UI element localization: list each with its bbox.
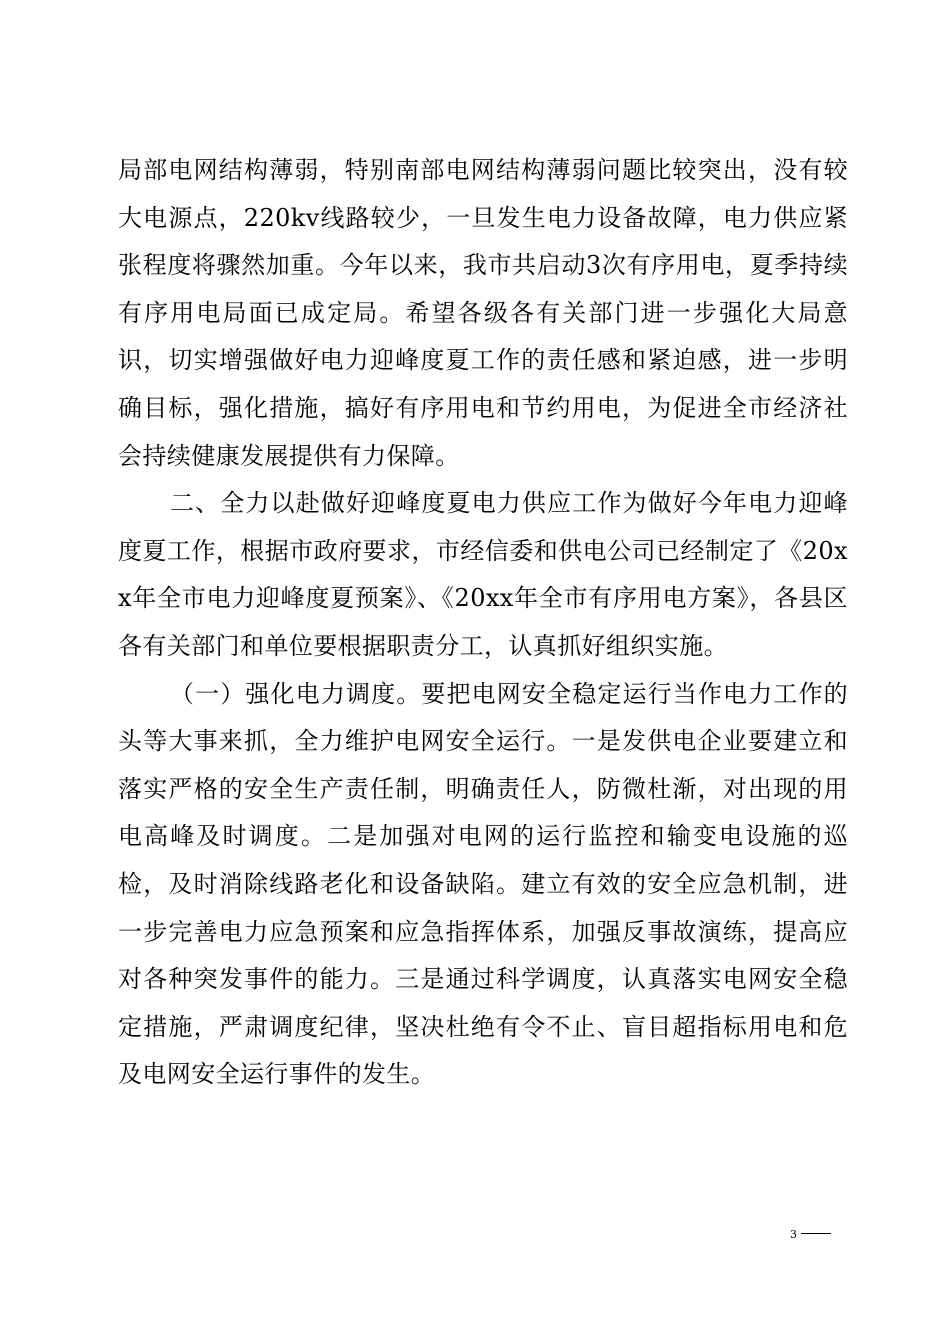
footer-rule bbox=[801, 1233, 831, 1234]
paragraph-section-two: 二、全力以赴做好迎峰度夏电力供应工作为做好今年电力迎峰度夏工作，根据市政府要求，市经信委和供电公司已经制定了《20xx年全市电力迎峰度夏预案》、《20xx年全市有序用电方案》，各县区各有关部门和单位要根据职责分工，认真抓好组织实施。 bbox=[118, 489, 848, 660]
paragraph-subsection-one: （一）强化电力调度。要把电网安全稳定运行当作电力工作的头等大事来抓，全力维护电网安全运行。一是发供电企业要建立和落实严格的安全生产责任制，明确责任人，防微杜渐，对出现的用电高峰及时调度。二是加强对电网的运行监控和输变电设施的巡检，及时消除线路老化和设备缺陷。建立有效的安全应急机制，进一步完善电力应急预案和应急指挥体系，加强反事故演练，提高应对各种突发事件的能力。三是通过科学调度，认真落实电网安全稳定措施，严肃调度纪律，坚决杜绝有令不止、盲目超指标用电和危及电网安全运行事件的发生。 bbox=[118, 679, 848, 1089]
document-body bbox=[118, 147, 848, 1099]
paragraph-continued: 局部电网结构薄弱，特别南部电网结构薄弱问题比较突出，没有较大电源点，220kv线路较少，一旦发生电力设备故障，电力供应紧张程度将骤然加重。今年以来，我市共启动3次有序用电，夏季持续有序用电局面已成定局。希望各级各有关部门进一步强化大局意识，切实增强做好电力迎峰度夏工作的责任感和紧迫感，进一步明确目标，强化措施，搞好有序用电和节约用电，为促进全市经济社会持续健康发展提供有力保障。 bbox=[118, 156, 848, 470]
page-number: 3 bbox=[790, 1228, 797, 1241]
page-footer bbox=[790, 1228, 831, 1242]
